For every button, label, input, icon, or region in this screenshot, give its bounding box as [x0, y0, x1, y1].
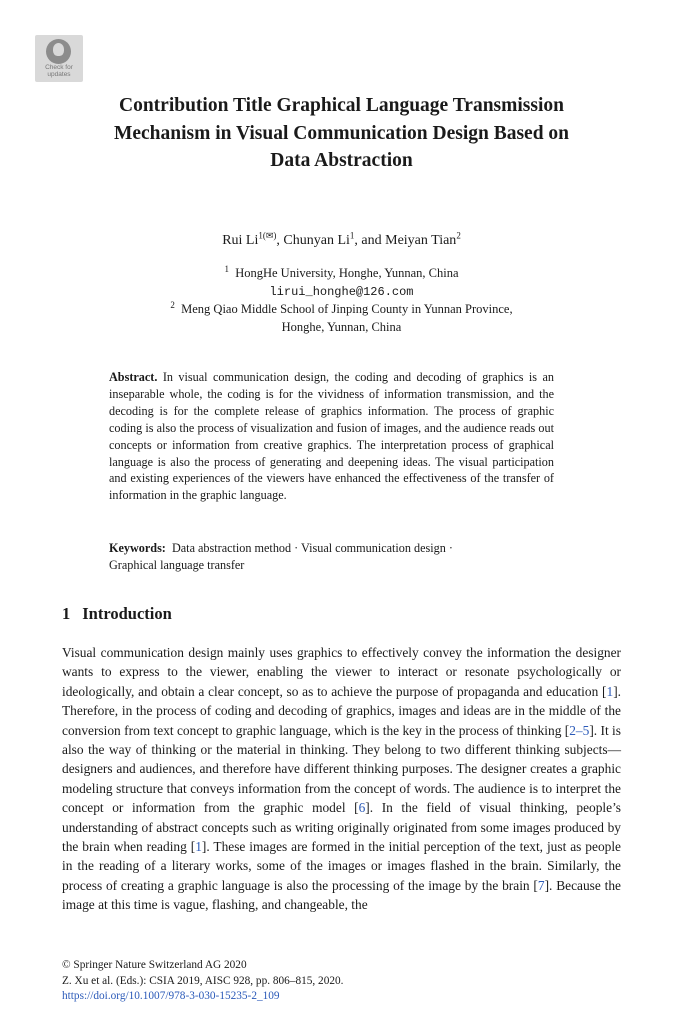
- abstract-label: Abstract.: [109, 370, 158, 384]
- copyright-line: © Springer Nature Switzerland AG 2020: [62, 959, 247, 971]
- citation-line: Z. Xu et al. (Eds.): CSIA 2019, AISC 928, pp. 806–815, 2020.: [62, 974, 344, 987]
- section-title: Introduction: [82, 604, 172, 623]
- body-text: ]. Because the image at this time is vague, flashing, and changeable, the: [62, 877, 621, 913]
- author-name: Meiyan Tian: [385, 233, 457, 248]
- body-text: Visual communication design mainly uses graphics to effectively convey the information the designer wants to express to the viewer, enabling the viewer to interact or resonate psychologically or ideologically, and obtain a clear concept, so as to achieve the purpose of propaganda and education [: [62, 645, 621, 699]
- affiliation-text: Honghe, Yunnan, China: [281, 320, 402, 334]
- citation-link[interactable]: 6: [358, 800, 366, 816]
- paper-title: Contribution Title Graphical Language Transmission Mechanism in Visual Communication Design Based on Data Abstraction: [113, 95, 570, 171]
- affiliation-2: [60, 300, 623, 318]
- footer: [62, 958, 343, 1005]
- section-heading: [62, 604, 172, 624]
- citation-link[interactable]: 7: [537, 877, 545, 893]
- body-text: ]. It is also the way of thinking or the material in thinking. They belong to two different thinking subjects—designers and audiences, and therefore have different thinking purposes. The designer creates a graphic modeling structure that conveys information from the concept of words. The audience is to interpret the concept or information from the graphic model [: [62, 722, 621, 816]
- affiliation-1: [60, 264, 623, 282]
- citation-link[interactable]: 2–5: [569, 722, 590, 738]
- citation-link[interactable]: 1: [195, 839, 202, 855]
- body-text: ]. These images are formed in the initial perception of the text, just as people in the reading of a literary works, some of the images or images flashed in the brain. Similarly, the process of creating a graphic language is also the processing of the image by the brain [: [62, 839, 621, 893]
- author-name: Chunyan Li: [283, 233, 350, 248]
- keywords: Keywords: Data abstraction method · Visual communication design · Graphical language transfer: [109, 541, 453, 572]
- author-affiliation-mark: 2: [456, 230, 461, 241]
- doi-link[interactable]: https://doi.org/10.1007/978-3-030-15235-2_109: [62, 990, 280, 1002]
- badge-label: Check for updates: [45, 64, 73, 78]
- check-for-updates-badge[interactable]: [35, 35, 83, 82]
- keywords-label: Keywords:: [109, 541, 166, 555]
- affiliation-number: 1: [224, 263, 229, 274]
- body-paragraph: [62, 643, 621, 915]
- author-name: Rui Li: [222, 233, 259, 248]
- affiliation-2-cont: [60, 318, 623, 336]
- body-text: ]. Therefore, in the process of coding and decoding of graphics, images and ideas are in the middle of the conversion from text concept to graphic language, which is the key in the process of thinking [: [62, 683, 621, 738]
- author-list: Rui $Li^{1(✉)}$, Chunyan Li$^1$, and Meiyan Tian$^2$: [222, 230, 461, 248]
- email-line: [60, 282, 623, 301]
- affiliation-number: 2: [170, 299, 175, 310]
- affiliation-text: HongHe University, Honghe, Yunnan, China: [235, 266, 459, 280]
- section-number: 1: [62, 604, 71, 623]
- keyword: Data abstraction method: [171, 541, 292, 555]
- citation-link[interactable]: 1: [606, 683, 614, 699]
- affiliation-text: Meng Qiao Middle School of Jinping County in Yunnan Province,: [181, 302, 513, 316]
- abstract: [109, 369, 554, 504]
- body-text: ]. In the field of visual thinking, people’s understanding of abstract concepts such as writing originally originated from some images produced by the brain when reading [: [62, 800, 622, 855]
- author-affiliation-mark: 1: [349, 230, 355, 241]
- author-email[interactable]: lirui_honghe@126.com: [269, 285, 414, 299]
- keyword: Visual communication design: [301, 541, 446, 555]
- abstract-text: In visual communication design, the coding and decoding of graphics is an inseparable whole, the coding is for the vividness of information transmission, and the decoding is for the complete release of graphics information. The process of graphic coding is also the process of visualization and fusion of images, and the audience reads out concepts or information from creative graphics. The interpretation process of graphical language is also the process of generating and deepening ideas. The visual participation and existing experiences of the viewers have enhanced the effectiveness of the transfer of information in the graphic language.: [109, 370, 554, 503]
- keyword: Graphical language transfer: [109, 558, 245, 572]
- bookmark-icon: [46, 39, 71, 64]
- author-affiliation-mark: 1(✉): [258, 230, 277, 241]
